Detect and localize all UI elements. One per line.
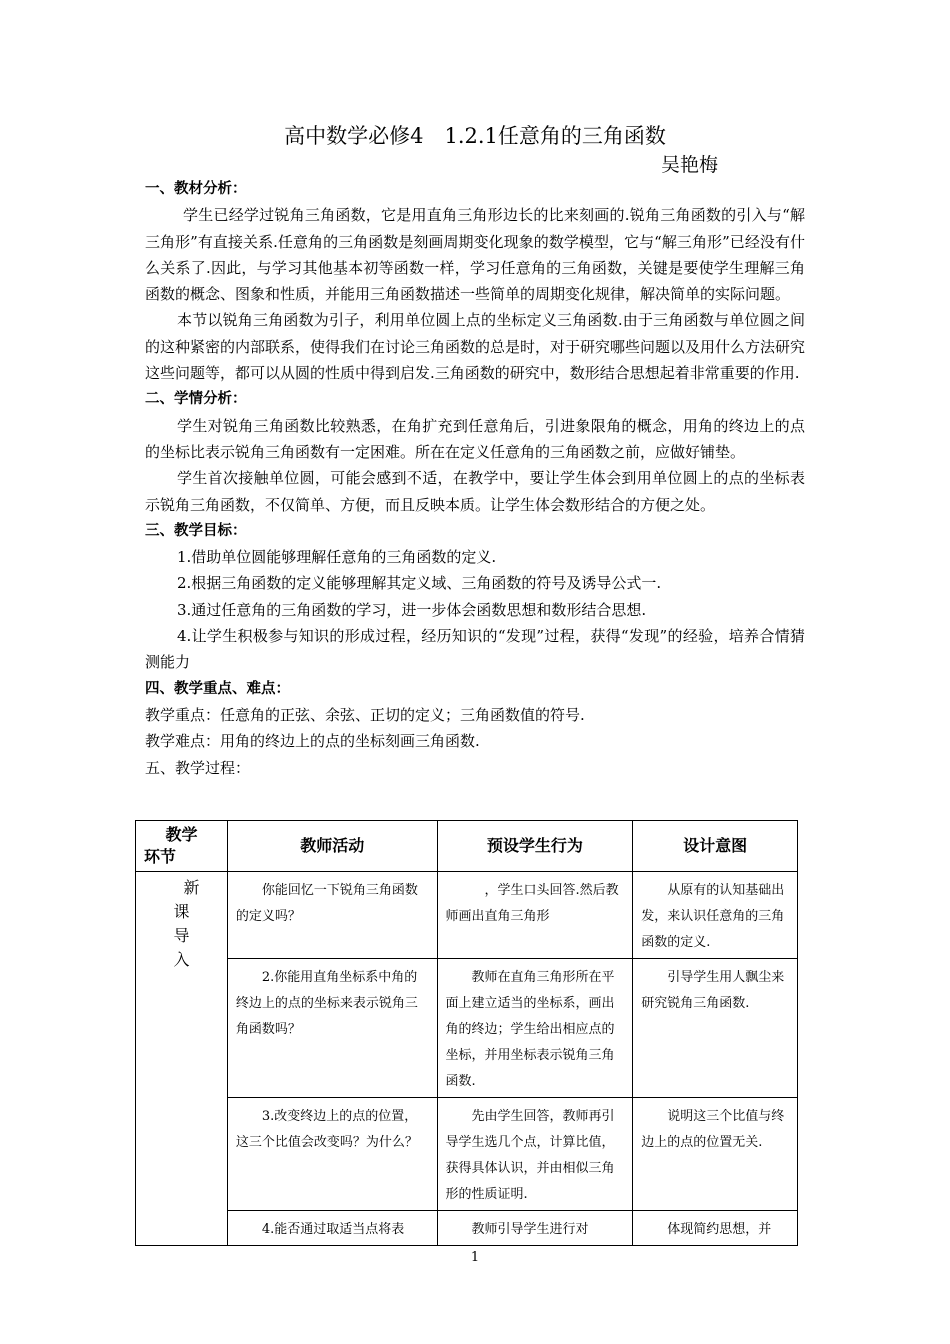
process-table — [135, 820, 798, 1246]
objective-item: 4.让学生积极参与知识的形成过程，经历知识的“发现”过程，获得“发现”的经验，培养合情猜测能力 — [145, 627, 805, 672]
table-row — [136, 1211, 798, 1246]
student-behavior: 教师引导学生进行对 — [437, 1211, 633, 1246]
paragraph: 学生对锐角三角函数比较熟悉，在角扩充到任意角后，引进象限角的概念，用角的终边上的点的坐标比表示锐角三角函数有一定困难。所在在定义任意角的三角函数之前，应做好铺垫。 — [145, 416, 805, 461]
table-row — [136, 872, 798, 959]
student-behavior: ，学生口头回答.然后教师画出直角三角形 — [437, 872, 633, 959]
section-heading: 一、教材分析： — [145, 181, 247, 197]
stage-cell — [136, 872, 228, 1246]
header-stage-line2: 环节 — [144, 847, 177, 866]
design-intent: 引导学生用人飘尘来研究锐角三角函数. — [633, 959, 798, 1098]
paragraph: 本节以锐角三角函数为引子，利用单位圆上点的坐标定义三角函数.由于三角函数与单位圆之间的这种紧密的内部联系，使得我们在讨论三角函数的总是时，对于研究哪些问题以及用什么方法研究这些问题等，都可以从圆的性质中得到启发.三角函数的研究中，数形结合思想起着非常重要的作用. — [145, 311, 806, 383]
author: 吴艳梅 — [660, 154, 718, 176]
paragraph: 学生已经学过锐角三角函数，它是用直角三角形边长的比来刻画的.锐角三角函数的引入与“解三角形”有直接关系.任意角的三角函数是刻画周期变化现象的数学模型，它与“解三角形”已经没有什么关系了.因此，与学习其他基本初等函数一样，学习任意角的三角函数，关键是要使学生理解三角函数的概念、图象和性质，并能用三角函数描述一些简单的周期变化规律，解决简单的实际问题。 — [145, 206, 805, 304]
teacher-activity: 你能回忆一下锐角三角函数的定义吗？ — [227, 872, 437, 959]
design-intent: 体现简约思想，并 — [633, 1211, 798, 1246]
header-teacher: 教师活动 — [227, 821, 437, 872]
header-student: 预设学生行为 — [437, 821, 633, 872]
objective-item: 2.根据三角函数的定义能够理解其定义域、三角函数的符号及诱导公式一. — [177, 574, 662, 593]
stage-char: 新 — [183, 878, 200, 897]
student-behavior: 教师在直角三角形所在平面上建立适当的坐标系，画出角的终边；学生给出相应点的坐标，并用坐标表示锐角三角函数. — [437, 959, 633, 1098]
key-point: 教学重点：任意角的正弦、余弦、正切的定义；三角函数值的符号. — [145, 705, 585, 724]
stage-char: 课 — [173, 902, 190, 921]
objective-item: 1.借助单位圆能够理解任意角的三角函数的定义. — [177, 548, 497, 567]
section-heading: 三、教学目标： — [145, 522, 247, 539]
section-heading: 四、教学重点、难点： — [145, 680, 290, 697]
teacher-activity: 3.改变终边上的点的位置，这三个比值会改变吗？为什么？ — [227, 1098, 437, 1211]
header-stage — [136, 821, 228, 872]
stage-char: 入 — [173, 950, 190, 969]
teacher-activity: 4.能否通过取适当点将表 — [227, 1211, 437, 1246]
design-intent: 从原有的认知基础出发，来认识任意角的三角函数的定义. — [633, 872, 798, 959]
paragraph: 学生首次接触单位圆，可能会感到不适，在教学中，要让学生体会到用单位圆上的点的坐标表示锐角三角函数，不仅简单、方便，而且反映本质。让学生体会数形结合的方便之处。 — [145, 469, 805, 514]
header-stage-line1: 教学 — [165, 825, 198, 844]
section-heading: 五、教学过程： — [145, 758, 251, 777]
header-design: 设计意图 — [633, 821, 798, 872]
table-header-row — [136, 821, 798, 872]
difficult-point: 教学难点：用角的终边上的点的坐标刻画三角函数. — [145, 732, 480, 751]
objective-item: 3.通过任意角的三角函数的学习，进一步体会函数思想和数形结合思想. — [177, 600, 647, 619]
doc-body — [145, 176, 805, 781]
design-intent: 说明这三个比值与终边上的点的位置无关. — [633, 1098, 798, 1211]
doc-title: 高中数学必修4 1.2.1任意角的三角函数 — [284, 124, 666, 148]
page-number: 1 — [470, 1250, 480, 1265]
student-behavior: 先由学生回答，教师再引导学生选几个点，计算比值，获得具体认识，并由相似三角形的性质证明. — [437, 1098, 633, 1211]
section-heading: 二、学情分析： — [145, 391, 247, 408]
teacher-activity: 2.你能用直角坐标系中角的终边上的点的坐标来表示锐角三角函数吗？ — [227, 959, 437, 1098]
table-row — [136, 1098, 798, 1211]
table-row — [136, 959, 798, 1098]
stage-char: 导 — [173, 926, 190, 945]
